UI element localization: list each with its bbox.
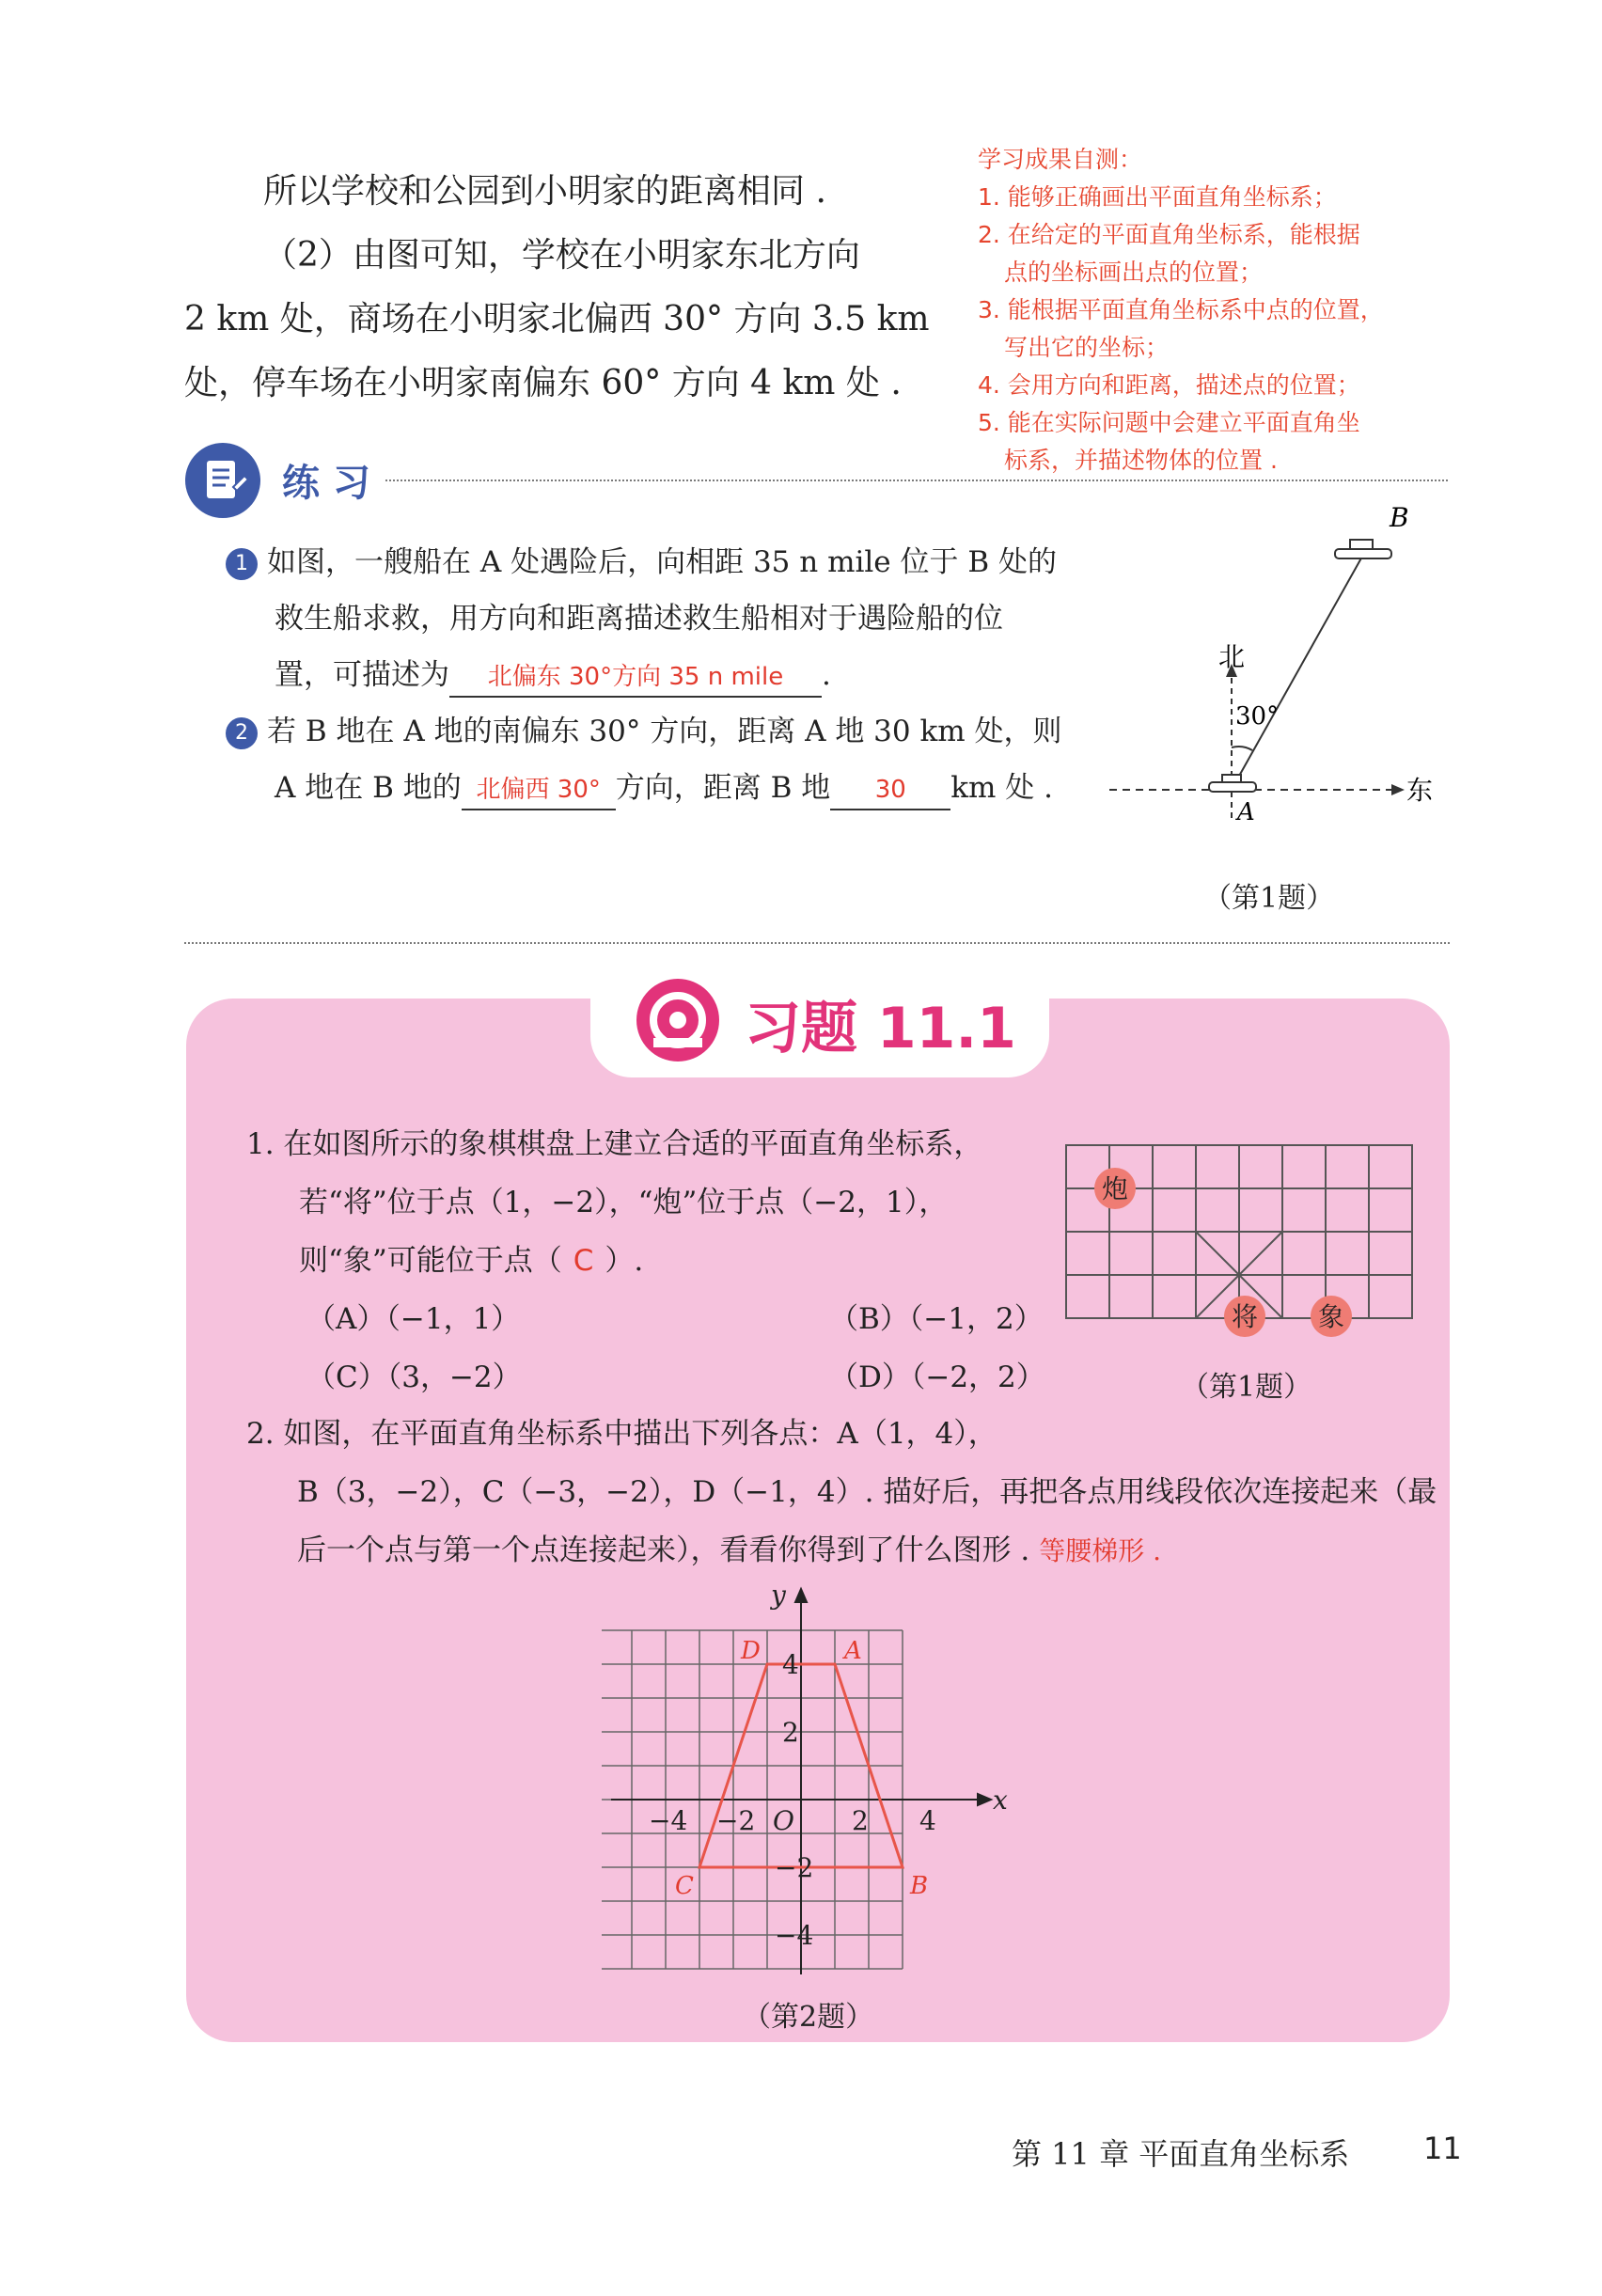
- self-check-item: 写出它的坐标；: [1004, 334, 1170, 361]
- q2-answer: 等腰梯形 .: [1039, 1535, 1162, 1566]
- q1-option-d: （D）（−2，2）: [829, 1360, 1045, 1394]
- q1-option-a: （A）（−1，1）: [306, 1302, 521, 1336]
- label-north: 北: [1218, 641, 1246, 672]
- exercise-2-line-1: 2 若 B 地在 A 地的南偏东 30° 方向，距离 A 地 30 km 处，则: [226, 703, 1062, 760]
- intro-line-2: （2）由图可知，学校在小明家东北方向: [263, 236, 860, 275]
- intro-line-3: 2 km 处，商场在小明家北偏西 30° 方向 3.5 km: [184, 300, 930, 338]
- self-check-notes: [978, 141, 1467, 480]
- svg-text:将: 将: [1231, 1301, 1259, 1332]
- exercise-1-line-3: 置，可描述为 北偏东 30°方向 35 n mile .: [275, 647, 831, 703]
- exercise-2-line-2: A 地在 B 地的 北偏西 30° 方向，距离 B 地 30 km 处 .: [275, 760, 1053, 816]
- svg-text:炮: 炮: [1101, 1173, 1129, 1204]
- q2-line-2: B（3，−2），C（−3，−2），D（−1，4）. 描好后，再把各点用线段依次连接起来（最: [297, 1475, 1437, 1509]
- self-check-item: 1. 能够正确画出平面直角坐标系；: [978, 183, 1337, 211]
- practice-icon: [184, 442, 261, 519]
- q1-answer: C: [573, 1244, 594, 1278]
- x-tick-label: 2: [852, 1805, 869, 1836]
- point-label-a: A: [844, 1637, 862, 1665]
- point-label-b: B: [910, 1872, 929, 1900]
- self-check-item: 3. 能根据平面直角坐标系中点的位置，: [978, 296, 1384, 323]
- svg-text:象: 象: [1317, 1301, 1345, 1332]
- point-label-d: D: [741, 1637, 761, 1665]
- practice-title: 练 习: [282, 462, 370, 505]
- exercise-set-icon: [636, 978, 720, 1062]
- exercise-set-title: 习题 11.1: [745, 996, 1016, 1062]
- x-tick-label: 4: [919, 1805, 936, 1836]
- y-axis-label: y: [771, 1580, 786, 1611]
- self-check-item: 5. 能在实际问题中会建立平面直角坐: [978, 409, 1360, 436]
- y-tick-label: −4: [775, 1920, 814, 1951]
- xiang-piece: [1311, 1296, 1352, 1337]
- ship-direction-figure: [1109, 498, 1467, 865]
- q1-line-1: 1. 在如图所示的象棋棋盘上建立合适的平面直角坐标系，: [246, 1127, 983, 1161]
- intro-line-1: 所以学校和公园到小明家的距离相同 .: [263, 172, 826, 211]
- q1-line-2: 若“将”位于点（1，−2），“炮”位于点（−2，1），: [299, 1186, 949, 1219]
- x-tick-label: −4: [649, 1805, 688, 1836]
- exercise-number-1: 1: [226, 548, 258, 580]
- exercise-2-answer-distance: 30: [830, 771, 950, 810]
- x-tick-label: −2: [716, 1805, 756, 1836]
- exercise-2-answer-direction: 北偏西 30°: [462, 771, 616, 810]
- point-label-c: C: [675, 1872, 694, 1900]
- self-check-item: 点的坐标画出点的位置；: [1004, 259, 1264, 286]
- origin-label: O: [773, 1805, 794, 1836]
- label-b: B: [1390, 502, 1409, 533]
- graph-caption: （第2题）: [743, 2001, 874, 2034]
- ship-a-icon: [1209, 775, 1256, 792]
- pao-piece: [1094, 1168, 1136, 1209]
- q2-line-1: 2. 如图，在平面直角坐标系中描出下列各点：A（1，4），: [246, 1417, 997, 1451]
- y-tick-label: 2: [782, 1717, 799, 1748]
- page-number: 11: [1423, 2131, 1462, 2166]
- exercise-1-line-1: 1 如图，一艘船在 A 处遇险后，向相距 35 n mile 位于 B 处的: [226, 534, 1057, 590]
- self-check-item: 2. 在给定的平面直角坐标系，能根据: [978, 221, 1360, 248]
- practice-figure-caption: （第1题）: [1203, 882, 1335, 915]
- label-east: 东: [1406, 775, 1434, 806]
- y-tick-label: −2: [775, 1852, 814, 1883]
- self-check-title: 学习成果自测：: [978, 146, 1143, 173]
- jiang-piece: [1224, 1296, 1265, 1337]
- section-divider: [184, 942, 1450, 944]
- intro-line-4: 处，停车场在小明家南偏东 60° 方向 4 km 处 .: [184, 364, 902, 402]
- q2-line-3: 后一个点与第一个点连接起来），看看你得到了什么图形 . 等腰梯形 .: [297, 1533, 1162, 1567]
- q1-option-c: （C）（3，−2）: [306, 1360, 522, 1394]
- exercise-number-2: 2: [226, 717, 258, 749]
- trapezoid-graph: [602, 1580, 1015, 1984]
- q1-option-b: （B）（−1，2）: [829, 1302, 1044, 1336]
- label-a: A: [1237, 798, 1255, 826]
- y-tick-label: 4: [782, 1649, 799, 1680]
- chess-board-figure: [1053, 1128, 1448, 1373]
- exercise-1-line-2: 救生船求救，用方向和距离描述救生船相对于遇险船的位: [275, 602, 1003, 636]
- board-caption: （第1题）: [1181, 1371, 1312, 1404]
- ship-b-icon: [1335, 540, 1391, 558]
- self-check-item: 4. 会用方向和距离，描述点的位置；: [978, 371, 1360, 399]
- practice-divider: [385, 480, 1448, 481]
- footer-chapter: 第 11 章 平面直角坐标系: [1012, 2136, 1350, 2172]
- exercise-1-answer: 北偏东 30°方向 35 n mile: [449, 658, 822, 698]
- self-check-item: 标系，并描述物体的位置 .: [1004, 447, 1278, 474]
- label-angle: 30°: [1235, 702, 1280, 731]
- x-axis-label: x: [993, 1785, 1008, 1816]
- q1-line-3: 则“象”可能位于点（ C ）.: [299, 1244, 644, 1278]
